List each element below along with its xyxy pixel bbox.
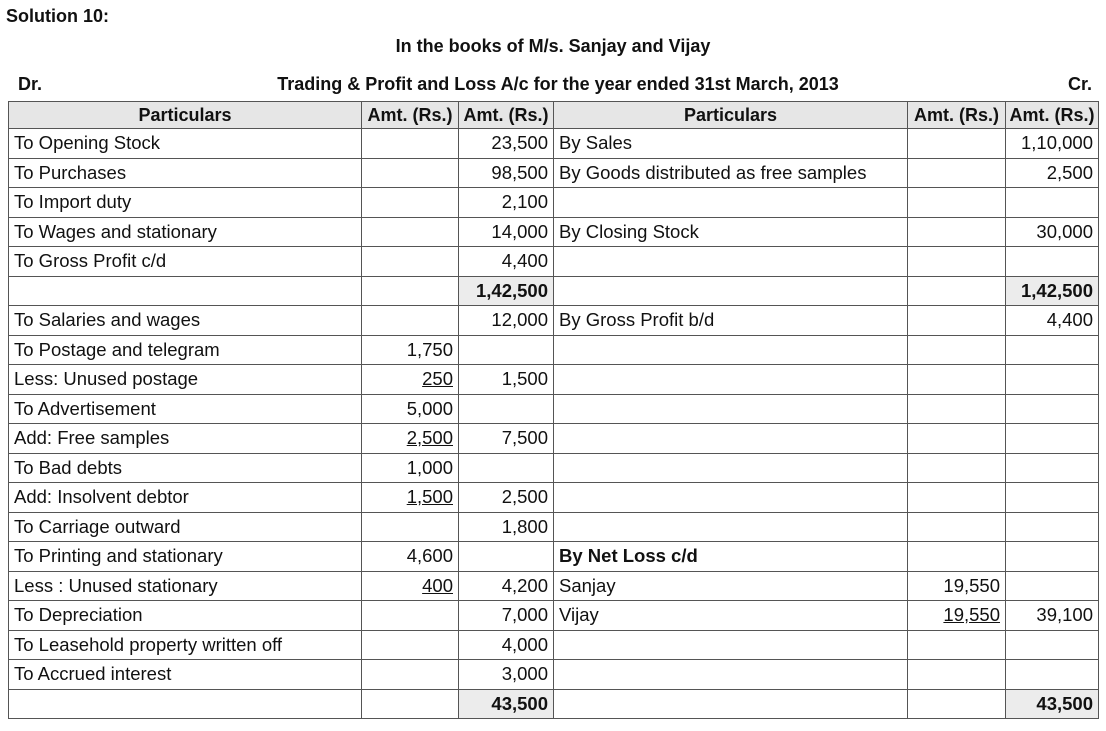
- books-heading: In the books of M/s. Sanjay and Vijay: [395, 36, 711, 56]
- credit-particulars: [554, 306, 908, 336]
- debit-amount-text: 7,000: [501, 604, 548, 626]
- credit-amount: [1006, 483, 1099, 513]
- debit-particulars: [9, 188, 362, 218]
- debit-particulars: [9, 630, 362, 660]
- credit-amount-text: 1,42,500: [1020, 279, 1093, 301]
- debit-particulars-text: To Leasehold property written off: [14, 633, 283, 655]
- debit-particulars-text: To Carriage outward: [14, 515, 181, 537]
- credit-amount: [1006, 365, 1099, 395]
- debit-particulars-text: To Depreciation: [14, 604, 143, 626]
- debit-particulars-text: Add: Insolvent debtor: [14, 486, 189, 508]
- debit-particulars-text: To Salaries and wages: [14, 309, 201, 331]
- credit-amount-text: 4,400: [1046, 309, 1093, 331]
- credit-particulars: [554, 453, 908, 483]
- debit-amount-text: 4,200: [501, 574, 548, 596]
- credit-amount-inner-text: 19,550: [943, 574, 1000, 596]
- debit-label: Dr.: [18, 74, 43, 94]
- debit-amount-text: 2,500: [501, 486, 548, 508]
- debit-amount-inner: [362, 188, 459, 218]
- debit-particulars: [9, 158, 362, 188]
- debit-amount-inner: [362, 276, 459, 306]
- credit-amount-inner: [908, 188, 1006, 218]
- debit-amount-inner: [362, 542, 459, 572]
- credit-amount: [1006, 660, 1099, 690]
- debit-amount-inner-text: 1,750: [406, 338, 453, 360]
- credit-particulars: [554, 483, 908, 513]
- table-row: [9, 424, 1099, 454]
- credit-particulars-text: By Sales: [559, 132, 633, 154]
- debit-particulars-text: Add: Free samples: [14, 427, 170, 449]
- debit-amount-inner: [362, 129, 459, 159]
- table-row: [9, 542, 1099, 572]
- debit-amount: [459, 424, 554, 454]
- credit-amount-inner: [908, 512, 1006, 542]
- debit-amount-inner-text: 250: [422, 368, 453, 390]
- debit-particulars: [9, 129, 362, 159]
- credit-amount-inner: [908, 158, 1006, 188]
- credit-particulars: [554, 630, 908, 660]
- debit-amount: [459, 571, 554, 601]
- header-particulars-cr: Particulars: [554, 102, 908, 129]
- table-row: [9, 512, 1099, 542]
- debit-amount-inner-text: 5,000: [406, 397, 453, 419]
- credit-particulars: [554, 571, 908, 601]
- debit-amount-inner: [362, 335, 459, 365]
- debit-particulars-text: Less: Unused postage: [14, 368, 199, 390]
- debit-amount: [459, 483, 554, 513]
- debit-amount: [459, 365, 554, 395]
- debit-amount-inner-text: 400: [422, 574, 453, 596]
- debit-amount-text: 14,000: [491, 220, 548, 242]
- debit-amount-text: 4,000: [501, 633, 548, 655]
- credit-amount: [1006, 453, 1099, 483]
- total-row: [9, 689, 1099, 719]
- credit-amount: [1006, 247, 1099, 277]
- table-row: [9, 394, 1099, 424]
- ledger-table: [8, 101, 1099, 719]
- table-row: [9, 158, 1099, 188]
- credit-particulars: [554, 158, 908, 188]
- credit-amount-inner: [908, 276, 1006, 306]
- header-particulars-dr: Particulars: [9, 102, 362, 129]
- debit-amount-text: 1,500: [501, 368, 548, 390]
- table-row: [9, 247, 1099, 277]
- credit-particulars: [554, 365, 908, 395]
- credit-amount-inner: [908, 394, 1006, 424]
- credit-particulars: [554, 542, 908, 572]
- debit-amount-inner-text: 4,600: [406, 545, 453, 567]
- debit-amount: [459, 306, 554, 336]
- credit-amount: [1006, 158, 1099, 188]
- credit-particulars: [554, 601, 908, 631]
- header-amount-cr-2: Amt. (Rs.): [1006, 102, 1099, 129]
- debit-amount: [459, 394, 554, 424]
- debit-amount: [459, 247, 554, 277]
- credit-particulars: [554, 276, 908, 306]
- debit-amount-inner-text: 2,500: [406, 427, 453, 449]
- credit-particulars: [554, 129, 908, 159]
- debit-amount-text: 1,800: [501, 515, 548, 537]
- solution-label: Solution 10:: [6, 6, 109, 26]
- credit-amount-inner: [908, 571, 1006, 601]
- debit-particulars: [9, 571, 362, 601]
- header-amount-dr-1: Amt. (Rs.): [362, 102, 459, 129]
- debit-amount-inner: [362, 158, 459, 188]
- table-row: [9, 129, 1099, 159]
- credit-amount-inner: [908, 660, 1006, 690]
- credit-amount-inner-text: 19,550: [943, 604, 1000, 626]
- debit-particulars: [9, 276, 362, 306]
- debit-amount: [459, 660, 554, 690]
- debit-particulars: [9, 394, 362, 424]
- credit-particulars: [554, 424, 908, 454]
- credit-amount-inner: [908, 335, 1006, 365]
- table-row: [9, 365, 1099, 395]
- debit-amount-inner: [362, 424, 459, 454]
- credit-amount-inner: [908, 601, 1006, 631]
- debit-particulars: [9, 512, 362, 542]
- credit-amount: [1006, 217, 1099, 247]
- credit-amount-inner: [908, 247, 1006, 277]
- table-row: [9, 660, 1099, 690]
- debit-amount: [459, 630, 554, 660]
- debit-amount-text: 98,500: [491, 161, 548, 183]
- debit-amount-inner-text: 1,000: [406, 456, 453, 478]
- credit-amount-text: 30,000: [1036, 220, 1093, 242]
- credit-amount-inner: [908, 453, 1006, 483]
- credit-amount-inner: [908, 630, 1006, 660]
- credit-amount-text: 39,100: [1036, 604, 1093, 626]
- credit-amount: [1006, 129, 1099, 159]
- credit-particulars-text: Vijay: [559, 604, 599, 626]
- header-amount-cr-1: Amt. (Rs.): [908, 102, 1006, 129]
- debit-amount: [459, 453, 554, 483]
- debit-amount: [459, 158, 554, 188]
- credit-particulars: [554, 394, 908, 424]
- table-row: [9, 453, 1099, 483]
- credit-amount: [1006, 630, 1099, 660]
- debit-particulars-text: To Advertisement: [14, 397, 156, 419]
- debit-amount: [459, 542, 554, 572]
- credit-amount: [1006, 188, 1099, 218]
- header-row: [9, 102, 1099, 129]
- debit-particulars-text: To Purchases: [14, 161, 127, 183]
- debit-particulars-text: To Opening Stock: [14, 132, 161, 154]
- debit-amount: [459, 188, 554, 218]
- table-row: [9, 601, 1099, 631]
- debit-amount-inner: [362, 630, 459, 660]
- credit-amount: [1006, 512, 1099, 542]
- debit-amount: [459, 601, 554, 631]
- debit-particulars: [9, 542, 362, 572]
- debit-particulars-text: Less : Unused stationary: [14, 574, 218, 596]
- debit-amount-text: 3,000: [501, 663, 548, 685]
- debit-amount-text: 43,500: [491, 692, 548, 714]
- credit-amount: [1006, 424, 1099, 454]
- credit-amount: [1006, 394, 1099, 424]
- debit-particulars: [9, 601, 362, 631]
- debit-amount: [459, 512, 554, 542]
- debit-amount-inner: [362, 453, 459, 483]
- credit-particulars: [554, 188, 908, 218]
- debit-amount-inner: [362, 217, 459, 247]
- credit-amount: [1006, 571, 1099, 601]
- credit-amount-text: 43,500: [1036, 692, 1093, 714]
- table-row: [9, 188, 1099, 218]
- table-row: [9, 217, 1099, 247]
- credit-particulars-text: By Net Loss c/d: [559, 545, 698, 567]
- debit-amount: [459, 217, 554, 247]
- credit-amount-inner: [908, 129, 1006, 159]
- debit-amount-inner: [362, 689, 459, 719]
- credit-amount: [1006, 276, 1099, 306]
- debit-particulars: [9, 365, 362, 395]
- debit-particulars-text: To Wages and stationary: [14, 220, 217, 242]
- debit-amount-inner: [362, 247, 459, 277]
- credit-particulars: [554, 660, 908, 690]
- debit-particulars: [9, 217, 362, 247]
- total-row: [9, 276, 1099, 306]
- debit-amount-inner: [362, 571, 459, 601]
- table-row: [9, 483, 1099, 513]
- credit-particulars-text: By Gross Profit b/d: [559, 309, 715, 331]
- table-row: [9, 571, 1099, 601]
- credit-amount-text: 1,10,000: [1020, 132, 1093, 154]
- credit-particulars: [554, 247, 908, 277]
- debit-amount: [459, 335, 554, 365]
- credit-particulars: [554, 335, 908, 365]
- debit-particulars: [9, 424, 362, 454]
- credit-amount-inner: [908, 483, 1006, 513]
- debit-amount-inner: [362, 601, 459, 631]
- debit-particulars: [9, 306, 362, 336]
- credit-particulars: [554, 689, 908, 719]
- credit-particulars-text: Sanjay: [559, 574, 616, 596]
- debit-particulars: [9, 689, 362, 719]
- credit-amount: [1006, 335, 1099, 365]
- debit-amount: [459, 129, 554, 159]
- debit-amount-inner: [362, 660, 459, 690]
- credit-amount-inner: [908, 689, 1006, 719]
- credit-particulars-text: By Closing Stock: [559, 220, 699, 242]
- credit-particulars: [554, 512, 908, 542]
- credit-amount-inner: [908, 365, 1006, 395]
- debit-amount-inner: [362, 512, 459, 542]
- debit-amount-inner: [362, 365, 459, 395]
- debit-amount-text: 12,000: [491, 309, 548, 331]
- debit-amount-inner: [362, 394, 459, 424]
- debit-particulars: [9, 453, 362, 483]
- credit-amount-inner: [908, 217, 1006, 247]
- debit-amount-text: 7,500: [501, 427, 548, 449]
- debit-particulars-text: To Printing and stationary: [14, 545, 223, 567]
- credit-amount-inner: [908, 306, 1006, 336]
- debit-amount-text: 2,100: [501, 191, 548, 213]
- credit-particulars: [554, 217, 908, 247]
- credit-amount: [1006, 306, 1099, 336]
- debit-amount-inner: [362, 483, 459, 513]
- debit-particulars-text: To Gross Profit c/d: [14, 250, 167, 272]
- account-title: Trading & Profit and Loss A/c for the year ended 31st March, 2013: [277, 74, 839, 94]
- table-row: [9, 335, 1099, 365]
- debit-amount-text: 4,400: [501, 250, 548, 272]
- header-amount-dr-2: Amt. (Rs.): [459, 102, 554, 129]
- credit-amount: [1006, 542, 1099, 572]
- table-row: [9, 306, 1099, 336]
- debit-particulars: [9, 660, 362, 690]
- debit-particulars: [9, 483, 362, 513]
- debit-particulars-text: To Accrued interest: [14, 663, 172, 685]
- debit-amount-inner: [362, 306, 459, 336]
- debit-particulars-text: To Import duty: [14, 191, 132, 213]
- debit-amount-text: 1,42,500: [475, 279, 548, 301]
- credit-particulars-text: By Goods distributed as free samples: [559, 161, 867, 183]
- debit-particulars-text: To Bad debts: [14, 456, 122, 478]
- debit-amount: [459, 276, 554, 306]
- credit-amount-inner: [908, 542, 1006, 572]
- debit-particulars: [9, 247, 362, 277]
- table-row: [9, 630, 1099, 660]
- debit-amount-text: 23,500: [491, 132, 548, 154]
- credit-label: Cr.: [1067, 74, 1092, 94]
- debit-particulars: [9, 335, 362, 365]
- credit-amount-inner: [908, 424, 1006, 454]
- credit-amount: [1006, 689, 1099, 719]
- credit-amount-text: 2,500: [1046, 161, 1093, 183]
- debit-particulars-text: To Postage and telegram: [14, 338, 220, 360]
- debit-amount-inner-text: 1,500: [406, 486, 453, 508]
- credit-amount: [1006, 601, 1099, 631]
- debit-amount: [459, 689, 554, 719]
